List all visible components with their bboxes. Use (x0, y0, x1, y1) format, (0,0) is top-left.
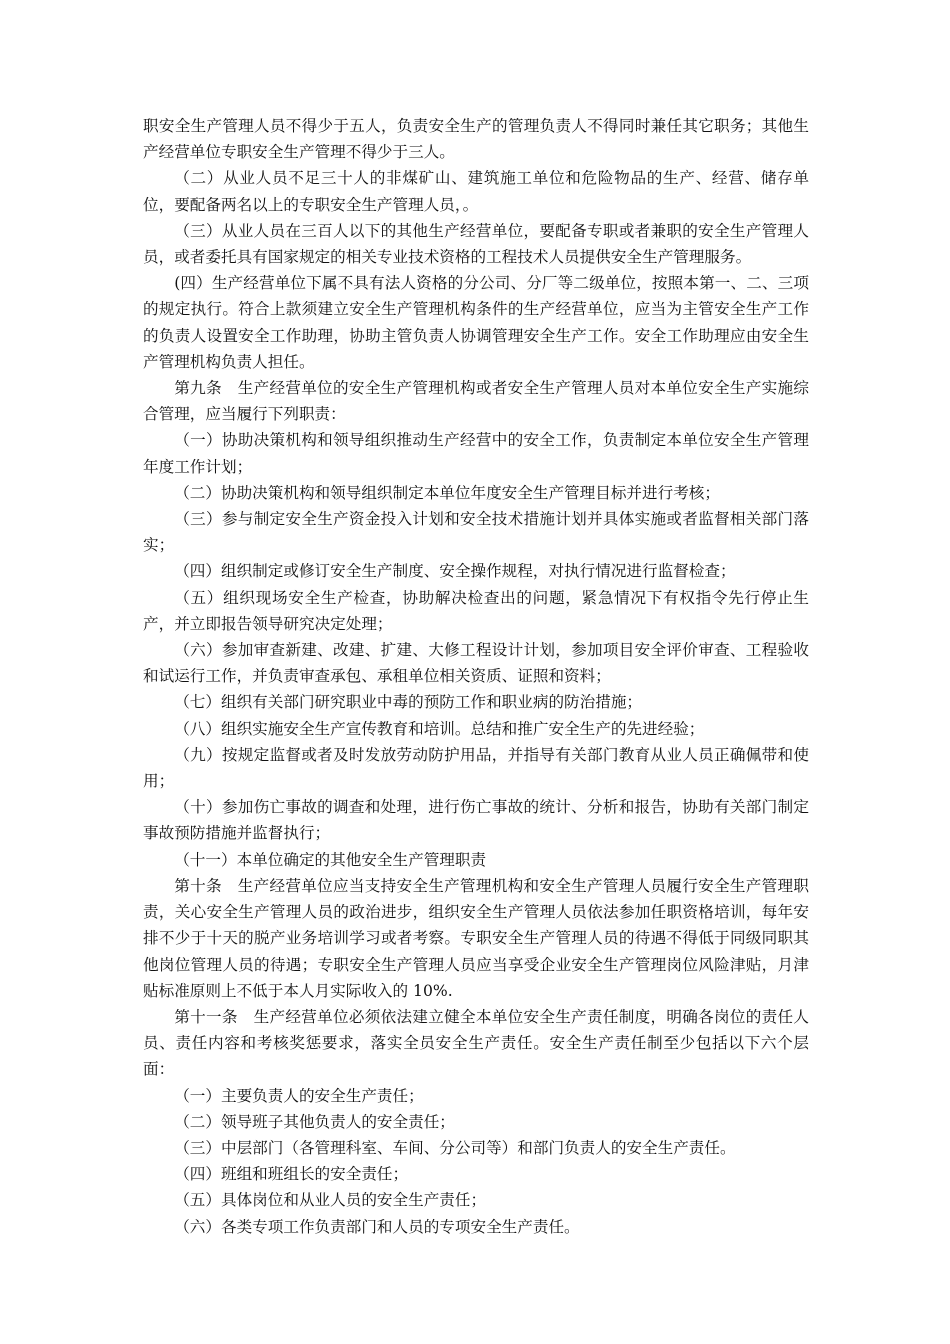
paragraph: （三）中层部门（各管理科室、车间、分公司等）和部门负责人的安全生产责任。 (174, 1138, 736, 1157)
paragraph: （七）组织有关部门研究职业中毒的预防工作和职业病的防治措施； (174, 693, 643, 712)
paragraph: （八）组织实施安全生产宣传教育和培训。总结和推广安全生产的先进经验； (174, 719, 705, 738)
paragraph: （四）班组和班组长的安全责任； (174, 1165, 409, 1184)
paragraph: 职安全生产管理人员不得少于五人，负责安全生产的管理负责人不得同时兼任其它职务；其他生产经营单位专职安全生产管理不得少于三人。 (143, 117, 809, 162)
document-body (143, 113, 809, 1240)
paragraph: （十）参加伤亡事故的调查和处理，进行伤亡事故的统计、分析和报告，协助有关部门制定事故预防措施并监督执行； (143, 798, 809, 843)
paragraph: （二）协助决策机构和领导组织制定本单位年度安全生产管理目标并进行考核； (174, 483, 720, 502)
paragraph: （五）组织现场安全生产检查，协助解决检查出的问题，紧急情况下有权指令先行停止生产，并立即报告领导研究决定处理； (143, 588, 809, 633)
article-heading-paragraph: 第九条 生产经营单位的安全生产管理机构或者安全生产管理人员对本单位安全生产实施综合管理，应当履行下列职责： (143, 379, 809, 424)
paragraph: （四）组织制定或修订安全生产制度、安全操作规程，对执行情况进行监督检查； (174, 562, 736, 581)
paragraph: （五）具体岗位和从业人员的安全生产责任； (174, 1191, 487, 1210)
paragraph: (四）生产经营单位下属不具有法人资格的分公司、分厂等二级单位，按照本第一、二、三项的规定执行。符合上款须建立安全生产管理机构条件的生产经营单位，应当为主管安全生产工作的负责人设置安全工作助理，协助主管负责人协调管理安全生产工作。安全工作助理应由安全生产管理机构负责人担任。 (143, 274, 809, 371)
paragraph: （九）按规定监督或者及时发放劳动防护用品，并指导有关部门教育从业人员正确佩带和使用； (143, 745, 809, 791)
paragraph: （二）从业人员不足三十人的非煤矿山、建筑施工单位和危险物品的生产、经营、储存单位，要配备两名以上的专职安全生产管理人员，。 (143, 169, 809, 214)
paragraph: （六）参加审查新建、改建、扩建、大修工程设计计划，参加项目安全评价审查、工程验收和试运行工作，并负责审查承包、承租单位相关资质、证照和资料； (143, 641, 809, 686)
paragraph: （一）协助决策机构和领导组织推动生产经营中的安全工作，负责制定本单位安全生产管理年度工作计划； (143, 431, 809, 476)
paragraph: （三）从业人员在三百人以下的其他生产经营单位，要配备专职或者兼职的安全生产管理人员，或者委托具有国家规定的相关专业技术资格的工程技术人员提供安全生产管理服务。 (143, 221, 809, 267)
article-heading-paragraph: 第十一条 生产经营单位必须依法建立健全本单位安全生产责任制度，明确各岗位的责任人员、责任内容和考核奖惩要求，落实全员安全生产责任。安全生产责任制至少包括以下六个层面： (143, 1007, 809, 1079)
paragraph: （十一）本单位确定的其他安全生产管理职责 (174, 850, 487, 869)
paragraph: （二）领导班子其他负责人的安全责任； (174, 1112, 455, 1131)
paragraph: （六）各类专项工作负责部门和人员的专项安全生产责任。 (174, 1217, 580, 1236)
article-heading-paragraph: 第十条 生产经营单位应当支持安全生产管理机构和安全生产管理人员履行安全生产管理职责，关心安全生产管理人员的政治进步，组织安全生产管理人员依法参加任职资格培训，每年安排不少于十天的脱产业务培训学习或者考察。专职安全生产管理人员的待遇不得低于同级同职其他岗位管理人员的待遇；专职安全生产管理人员应当享受企业安全生产管理岗位风险津贴，月津贴标准原则上不低于本人月实际收入的 10%. (143, 876, 809, 1000)
paragraph: （三）参与制定安全生产资金投入计划和安全技术措施计划并具体实施或者监督相关部门落实； (143, 510, 809, 555)
paragraph: （一）主要负责人的安全生产责任； (174, 1086, 424, 1105)
